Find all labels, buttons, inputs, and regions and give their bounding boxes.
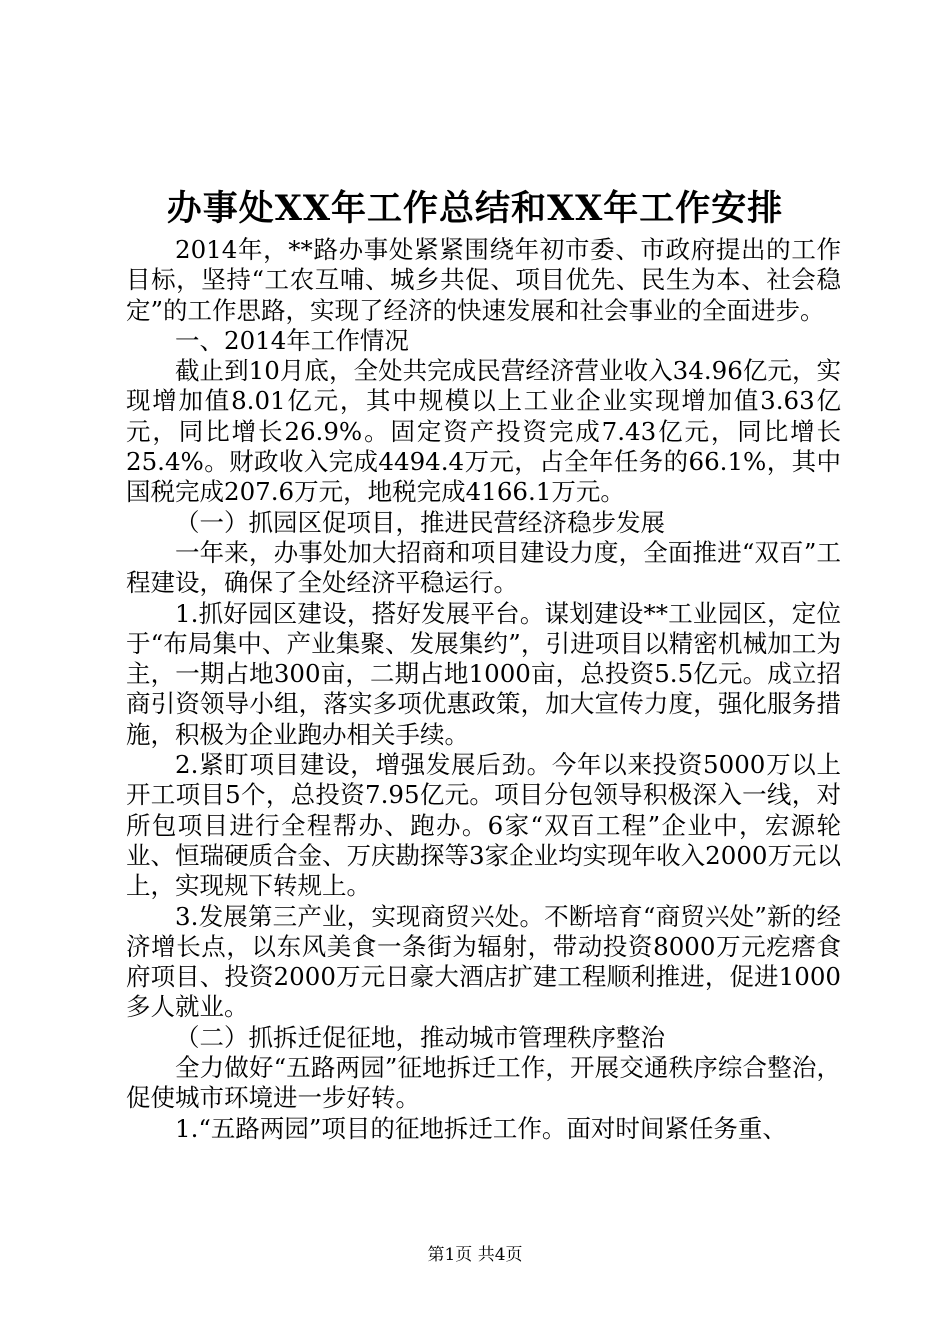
document-body: [126, 235, 841, 1144]
paragraph-item-3: 3.发展第三产业，实现商贸兴处。不断培育“商贸兴处”新的经济增长点，以东风美食一条街为辐射，带动投资8000万元疙瘩食府项目、投资2000万元日豪大酒店扩建工程顺利推进，促进1000多人就业。: [126, 901, 841, 1022]
paragraph-subsection-1-intro: 一年来，办事处加大招商和项目建设力度，全面推进“双百”工程建设，确保了全处经济平稳运行。: [126, 537, 841, 598]
paragraph-subsection-2-intro: 全力做好“五路两园”征地拆迁工作，开展交通秩序综合整治，促使城市环境进一步好转。: [126, 1053, 841, 1113]
paragraph-item-2: 2.紧盯项目建设，增强发展后劲。今年以来投资5000万以上开工项目5个，总投资7.95亿元。项目分包领导积极深入一线，对所包项目进行全程帮办、跑办。6家“双百工程”企业中，宏源轮业、恒瑞硬质合金、万庆勘探等3家企业均实现年收入2000万元以上，实现规下转规上。: [126, 750, 841, 901]
page-number-footer: 第1页 共4页: [427, 1245, 523, 1265]
paragraph-intro: 2014年，**路办事处紧紧围绕年初市委、市政府提出的工作目标，坚持“工农互哺、城乡共促、项目优先、民生为本、社会稳定”的工作思路，实现了经济的快速发展和社会事业的全面进步。: [126, 235, 841, 325]
document-title: 办事处XX年工作总结和XX年工作安排: [166, 188, 784, 229]
section-heading-1: 一、2014年工作情况: [175, 325, 409, 355]
paragraph-item-4: 1.“五路两园”项目的征地拆迁工作。面对时间紧任务重、: [175, 1113, 787, 1143]
subsection-heading-1: （一）抓园区促项目，推进民营经济稳步发展: [175, 507, 665, 537]
paragraph-statistics: 截止到10月底，全处共完成民营经济营业收入34.96亿元，实现增加值8.01亿元，其中规模以上工业企业实现增加值3.63亿元，同比增长26.9%。固定资产投资完成7.43亿元，同比增长25.4%。财政收入完成4494.4万元，占全年任务的66.1%，其中国税完成207.6万元，地税完成4166.1万元。: [126, 356, 841, 507]
paragraph-item-1: 1.抓好园区建设，搭好发展平台。谋划建设**工业园区，定位于“布局集中、产业集聚、发展集约”，引进项目以精密机械加工为主，一期占地300亩，二期占地1000亩，总投资5.5亿元。成立招商引资领导小组，落实多项优惠政策，加大宣传力度，强化服务措施，积极为企业跑办相关手续。: [126, 598, 841, 749]
subsection-heading-2: （二）抓拆迁促征地，推动城市管理秩序整治: [175, 1022, 665, 1052]
